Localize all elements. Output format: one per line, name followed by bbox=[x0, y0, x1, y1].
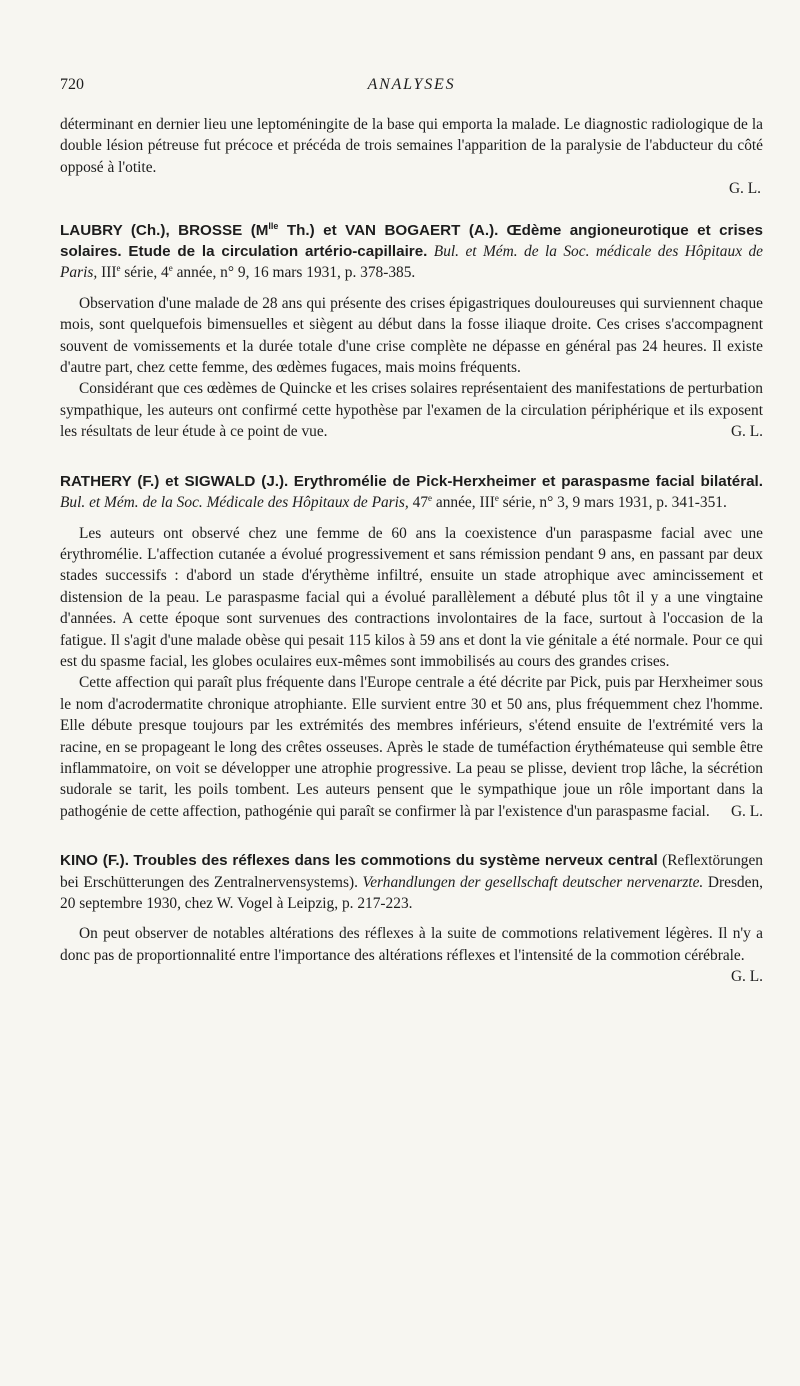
entry-authors: RATHERY (F.) et SIGWALD (J.). bbox=[60, 472, 289, 490]
entry-signature: G. L. bbox=[730, 802, 763, 820]
entry-details: IIIe série, 4e année, n° 9, 16 mars 1931, p. 378-385. bbox=[101, 263, 416, 282]
abstract-entry bbox=[60, 471, 763, 823]
bibliographic-reference bbox=[60, 850, 763, 914]
entry-paragraph: On peut observer de notables altérations des réflexes à la suite de commotions relativement légères. Il n'y a donc pas de proportionnalité entre l'importance des altérations réflexes et l'intensité de la commotion cérébrale. G. L. bbox=[60, 923, 763, 966]
entry-signature: G. L. bbox=[730, 968, 763, 986]
entry-paragraph: Considérant que ces œdèmes de Quincke et les crises solaires représentaient des manifestations de perturbation sympathique, les auteurs ont confirmé cette hypothèse par l'examen de la circulation périphérique et ils exposent les résultats de leur étude à ce point de vue. G. L. bbox=[60, 378, 763, 442]
entry-authors: KINO (F.). bbox=[60, 852, 129, 870]
entry-journal: Bul. et Mém. de la Soc. Médicale des Hôpitaux de Paris, bbox=[60, 494, 409, 512]
page-number: 720 bbox=[60, 76, 84, 93]
entry-paragraph: Observation d'une malade de 28 ans qui présente des crises épigastriques douloureuses qui surviennent chaque mois, sont quelquefois bimensuelles et siègent au début dans la fosse iliaque droite. Ces crises s'accompagnent souvent de vomissements et la durée totale d'une crise complète ne dépasse en général pas 24 heures. Il existe d'autre part, chez cette femme, des œdèmes fugaces, mais moins fréquents. bbox=[60, 294, 763, 377]
continuation-paragraph: déterminant en dernier lieu une leptoméningite de la base qui emporta la malade. Le diagnostic radiologique de la double lésion pétreuse fut précoce et précéda de trois semaines l'apparition de la paralysie de l'abducteur du côté opposé à l'otite. bbox=[60, 116, 763, 176]
abstract-entry bbox=[60, 850, 764, 986]
entry-signature: G. L. bbox=[730, 423, 763, 441]
bibliographic-reference bbox=[60, 220, 763, 284]
entry-title: Troubles des réflexes dans les commotions du système nerveux central bbox=[133, 852, 658, 870]
entry-paragraph: Les auteurs ont observé chez une femme de 60 ans la coexistence d'un paraspasme facial avec une érythromélie. L'affection cutanée a évolué progressivement et sans rémission pendant 9 ans, en passant par deux stades successifs : d'abord un stade d'érythème infiltré, ensuite un stade atrophique avec amincissement et distension de la peau. Le paraspasme facial qui a évolué parallèlement a débuté plus tôt il y a une vingtaine d'années. A cette époque sont survenues des contractions involontaires de la face, surtout à l'occasion de la fatigue. Il s'agit d'une malade obèse qui pesait 115 kilos à 59 ans et dont la vie génitale a été normale. Pour ce qui est du spasme facial, les globes oculaires eux-mêmes sont immobilisés au cours des grandes crises. bbox=[60, 524, 763, 670]
abstract-entry bbox=[60, 220, 763, 443]
entry-title: Œdème angioneurotique et crises solaires. Etude de la circulation artério-capillaire. bbox=[60, 221, 763, 261]
continuation-signature: G. L. bbox=[728, 180, 761, 198]
entry-authors: LAUBRY (Ch.), BROSSE ($M^{lle}$ Th.) et VAN BOGAERT (A.). bbox=[60, 220, 499, 239]
entry-journal: Bul. et Mém. de la Soc. médicale des Hôpitaux de Paris, bbox=[60, 243, 763, 282]
entry-journal: Verhandlungen der gesellschaft deutscher nervenarzte. bbox=[362, 873, 704, 891]
running-title: ANALYSES bbox=[367, 76, 456, 93]
running-head bbox=[60, 74, 763, 98]
entry-details: 47e année, IIIe série, n° 3, 9 mars 1931, p. 341-351. bbox=[412, 492, 727, 512]
entry-details: Dresden, 20 septembre 1930, chez W. Vogel à Leipzig, p. 217-223. bbox=[60, 873, 764, 912]
entry-details-pre: (Reflextörungen bei Erschütterungen des Zentralnervensystems). bbox=[60, 852, 763, 891]
document-page bbox=[60, 74, 763, 988]
entry-paragraph: Cette affection qui paraît plus fréquente dans l'Europe centrale a été décrite par Pick, puis par Herxheimer sous le nom d'acrodermatite chronique atrophiante. Elle survient entre 30 et 50 ans, plus fréquemment chez l'homme. Elle débute presque toujours par les extrémités des membres inférieurs, s'étend ensuite de l'extrémité vers la racine, en se propageant le long des crêtes osseuses. Après le stade de tuméfaction érythémateuse qui semble être inflammatoire, on voit se développer une atrophie progressive. La peau se plisse, devient trop lâche, la sécrétion sudorale se tarit, les poils tombent. Les auteurs pensent que le sympathique joue un rôle important dans la pathogénie de cette affection, pathogénie qui paraît se confirmer là par l'existence d'un paraspasme facial. G. L. bbox=[60, 672, 763, 822]
bibliographic-reference bbox=[60, 471, 763, 514]
entry-title: Erythromélie de Pick-Herxheimer et paraspasme facial bilatéral. bbox=[293, 472, 763, 490]
